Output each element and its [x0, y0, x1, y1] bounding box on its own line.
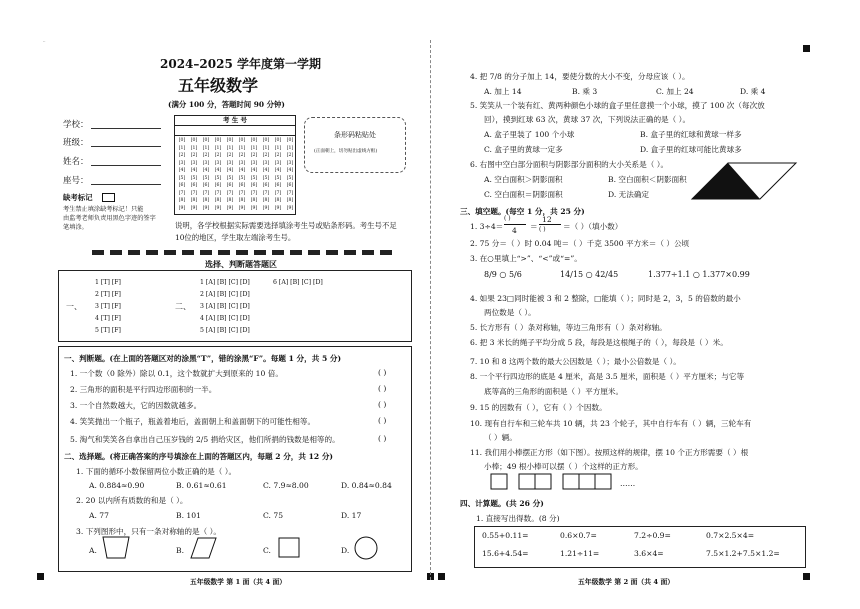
digit-bubble[interactable]: [8] [250, 198, 258, 203]
q6-option-b: B. 空白面积＜阴影面积 [608, 175, 687, 184]
digit-bubble[interactable]: [6] [178, 183, 186, 188]
digit-bubble[interactable]: [7] [250, 190, 258, 196]
calc-subtitle: 1. 直接写出得数。(8 分) [476, 514, 560, 523]
q1-option-b: B. 0.61≈0.61 [176, 481, 227, 490]
q5-option-a: A. 盒子里装了 100 个小球 [484, 130, 575, 139]
page-mark: .. [43, 38, 46, 43]
digit-bubble[interactable]: [5] [286, 175, 294, 181]
footer-right: 五年级数学 第 2 面（共 4 面） [578, 578, 675, 586]
school-label: 学校： [63, 120, 89, 130]
year-title: 2024–2025 学年度第一学期 [160, 57, 321, 71]
q1-option-d: D. 0.84≈0.84 [341, 481, 392, 490]
digit-bubble[interactable]: [6] [238, 183, 246, 188]
digit-bubble[interactable]: [0] [262, 138, 270, 143]
question-5-line-1: 5. 笑笑从一个装有红、黄两种颜色小球的盒子里任意摸一个小球，摸了 100 次（每次放 [470, 101, 765, 110]
absent-note-2: 由监考老师负责用黑色字迹的签字 [63, 215, 156, 222]
fill-1-paren-top[interactable]: ( ) [504, 215, 511, 222]
calc-cell: 0.6×0.7= [560, 531, 597, 540]
calc-section-title: 四、计算题。(共 26 分) [460, 499, 544, 508]
digit-bubble[interactable]: [8] [286, 198, 294, 203]
digit-bubble[interactable]: [4] [226, 168, 234, 173]
instruction-line-2: 10位的地区，学生取左端涂考生号。 [175, 233, 296, 242]
digit-bubble[interactable]: [6] [262, 183, 270, 188]
digit-bubble[interactable]: [5] [274, 175, 282, 181]
choice-answer-row[interactable]: 1 [A] [B] [C] [D] [200, 279, 250, 286]
digit-bubble[interactable]: [7] [226, 190, 234, 196]
digit-bubble[interactable]: [4] [214, 168, 222, 173]
fill-8-line-2: 底等高的三角形的面积是（ ）平方厘米。 [484, 387, 624, 396]
answer-area-title: 选择、判断题答题区 [202, 259, 280, 270]
digit-bubble[interactable]: [7] [262, 190, 270, 196]
fill-1-tail: ＝（ ）（填小数） [563, 222, 623, 231]
digit-bubble[interactable]: [9] [286, 205, 294, 211]
digit-bubble[interactable]: [4] [262, 168, 270, 173]
digit-bubble[interactable]: [2] [250, 153, 258, 158]
calc-cell: 1.21÷11= [560, 549, 600, 558]
name-label: 姓名： [63, 157, 89, 167]
digit-bubble[interactable]: [9] [202, 205, 210, 211]
digit-bubble[interactable]: [1] [238, 145, 246, 151]
digit-bubble[interactable]: [5] [214, 175, 222, 181]
answer-paren[interactable]: ( ) [378, 368, 387, 377]
digit-bubble[interactable]: [6] [202, 183, 210, 188]
fill-1-numerator: 12 [542, 215, 552, 224]
digit-bubble[interactable]: [3] [274, 160, 282, 166]
digit-bubble[interactable]: [4] [274, 168, 282, 173]
continuation-dots: …… [620, 479, 636, 488]
digit-bubble[interactable]: [6] [214, 183, 222, 188]
digit-bubble[interactable]: [8] [226, 198, 234, 203]
q6-option-d: D. 无法确定 [608, 190, 650, 199]
digit-bubble[interactable]: [5] [190, 175, 198, 181]
choice-answer-row[interactable]: 5 [A] [B] [C] [D] [200, 327, 250, 334]
judge-item: 2. 三角形的面积是平行四边形面积的一半。 [70, 385, 217, 394]
digit-bubble[interactable]: [2] [202, 153, 210, 158]
judge-item: 5. 淘气和笑笑各自拿出自己压岁钱的 2/5 捐给灾区，他们所捐的钱数是相等的。 [70, 435, 340, 444]
judge-section-title: 一、判断题。(在上面的答题区对的涂黑“T”，错的涂黑“F”。每题 1 分，共 5 分) [64, 354, 342, 363]
question-5-line-2: 回），摸到红球 63 次，黄球 37 次，下列说法正确的是（ ）。 [484, 115, 691, 124]
digit-bubble[interactable]: [0] [226, 138, 234, 143]
digit-bubble[interactable]: [5] [250, 175, 258, 181]
subject-title: 五年级数学 [178, 76, 259, 95]
fill-1-equals: ＝ [530, 222, 538, 231]
seat-label: 座号： [63, 176, 89, 186]
digit-bubble[interactable]: [5] [238, 175, 246, 181]
fill-5: 5. 长方形有（ ）条对称轴，等边三角形有（ ）条对称轴。 [470, 323, 667, 332]
calc-cell: 3.6×4= [634, 549, 664, 558]
digit-bubble[interactable]: [2] [286, 153, 294, 158]
digit-bubble[interactable]: [0] [190, 138, 198, 143]
digit-bubble[interactable]: [4] [202, 168, 210, 173]
q1-option-a: A. 0.884≈0.90 [89, 481, 145, 490]
q2-option-c: C. 75 [263, 511, 284, 520]
choice-answer-row[interactable]: 3 [A] [B] [C] [D] [200, 303, 250, 310]
digit-bubble[interactable]: [0] [202, 138, 210, 143]
digit-bubble[interactable]: [5] [178, 175, 186, 181]
calc-cell: 0.7×2.5×4= [706, 531, 755, 540]
digit-bubble[interactable]: [3] [262, 160, 270, 166]
digit-bubble[interactable]: [8] [202, 198, 210, 203]
digit-bubble[interactable]: [2] [178, 153, 186, 158]
digit-bubble[interactable]: [4] [238, 168, 246, 173]
calc-cell: 15.6+4.54= [482, 549, 529, 558]
choice-section-title: 二、选择题。(将正确答案的序号填涂在上面的答题区内，每题 2 分，共 12 分) [64, 452, 334, 461]
exam-note: (满分 100 分，答题时间 90 分钟) [168, 100, 285, 109]
digit-bubble[interactable]: [6] [286, 183, 294, 188]
calc-cell: 7.2÷0.9= [634, 531, 671, 540]
question-4: 4. 把 7/8 的分子加上 14，要使分数的大小不变，分母应该（ ）。 [470, 72, 690, 81]
digit-bubble[interactable]: [9] [178, 205, 186, 211]
digit-bubble[interactable]: [1] [202, 145, 210, 151]
digit-bubble[interactable]: [3] [178, 160, 186, 166]
digit-bubble[interactable]: [7] [178, 190, 186, 196]
digit-bubble[interactable]: [9] [190, 205, 198, 211]
digit-bubble[interactable]: [8] [178, 198, 186, 203]
digit-bubble[interactable]: [1] [226, 145, 234, 151]
fraction-bar [504, 224, 526, 225]
digit-bubble[interactable]: [2] [190, 153, 198, 158]
absent-note-3: 笔填涂。 [63, 224, 88, 231]
question-6: 6. 右图中空白部分面积与阴影部分面积的大小关系是（ ）。 [470, 160, 669, 169]
digit-bubble[interactable]: [5] [226, 175, 234, 181]
compare-2: 14/15 ○ 42/45 [560, 270, 619, 279]
compare-3: 1.377÷1.1 ○ 1.377×0.99 [648, 270, 750, 279]
digit-bubble[interactable]: [2] [238, 153, 246, 158]
judge-item: 3. 一个自然数越大，它的因数就越多。 [70, 401, 202, 410]
fill-1-denominator: 4 [512, 226, 517, 235]
choice-answer-row[interactable]: 6 [A] [B] [C] [D] [273, 279, 323, 286]
digit-bubble[interactable]: [0] [286, 138, 294, 143]
digit-bubble[interactable]: [3] [190, 160, 198, 166]
compare-1: 8/9 ○ 5/6 [484, 270, 522, 279]
digit-bubble[interactable]: [0] [178, 138, 186, 143]
digit-bubble[interactable]: [4] [250, 168, 258, 173]
digit-bubble[interactable]: [6] [190, 183, 198, 188]
digit-bubble[interactable]: [3] [238, 160, 246, 166]
digit-bubble[interactable]: [4] [286, 168, 294, 173]
matchstick-squares [491, 474, 611, 489]
digit-bubble[interactable]: [7] [190, 190, 198, 196]
choice-answer-row[interactable]: 2 [A] [B] [C] [D] [200, 291, 250, 298]
digit-bubble[interactable]: [8] [238, 198, 246, 203]
q1-option-c: C. 7.9≈8.00 [263, 481, 309, 490]
answer-paren[interactable]: ( ) [378, 434, 387, 443]
fill-7: 7. 10 和 8 这两个数的最大公因数是（ ）；最小公倍数是（ ）。 [470, 357, 681, 366]
digit-bubble[interactable]: [1] [262, 145, 270, 151]
digit-bubble[interactable]: [8] [190, 198, 198, 203]
fill-2: 2. 75 分＝（ ）时 0.04 吨＝（ ）千克 3500 平方米＝（ ）公顷 [470, 239, 690, 248]
digit-bubble[interactable]: [7] [214, 190, 222, 196]
calc-cell: 7.5×1.2+7.5×1.2= [706, 549, 780, 558]
calc-cell: 0.55+0.11= [482, 531, 529, 540]
fill-6: 6. 把 3 米长的绳子平均分成 5 段，每段是这根绳子的（ ），每段是（ ）米。 [470, 338, 728, 347]
digit-bubble[interactable]: [9] [238, 205, 246, 211]
q2-option-a: A. 77 [89, 511, 109, 520]
digit-bubble[interactable]: [9] [226, 205, 234, 211]
digit-bubble[interactable]: [6] [226, 183, 234, 188]
digit-bubble[interactable]: [3] [226, 160, 234, 166]
judge-group-label: 一、 [66, 302, 82, 311]
absent-title: 缺考标记 [63, 193, 93, 202]
digit-bubble[interactable]: [0] [214, 138, 222, 143]
digit-bubble[interactable]: [1] [178, 145, 186, 151]
digit-bubble[interactable]: [4] [178, 168, 186, 173]
judge-answer-row[interactable]: 4 [T] [F] [95, 315, 121, 322]
judge-answer-row[interactable]: 1 [T] [F] [95, 279, 121, 286]
fill-11-line-1: 11. 我们用小棒摆正方形（如下图）。按照这样的规律，摆 10 个正方形需要（ ）根 [470, 448, 749, 457]
digit-bubble[interactable]: [0] [250, 138, 258, 143]
answer-paren[interactable]: ( ) [378, 416, 387, 425]
answer-paren[interactable]: ( ) [378, 384, 387, 393]
fill-10-line-1: 10. 现有自行车和三轮车共 10 辆，共 23 个轮子，其中自行车有（ ）辆，三轮车有 [470, 419, 752, 428]
q4-option-c: C. 加上 24 [656, 87, 694, 96]
choice-question-3: 3. 下列图形中，只有一条对称轴的是（ ）。 [76, 527, 221, 536]
digit-bubble[interactable]: [0] [274, 138, 282, 143]
digit-bubble[interactable]: [2] [214, 153, 222, 158]
instruction-line-1: 说明，各学校根据实际需要选择填涂考生号或贴条形码。考生号不足 [175, 221, 397, 230]
class-label: 班级： [63, 138, 89, 148]
fill-9: 9. 15 的因数有（ ），它有（ ）个因数。 [470, 403, 607, 412]
digit-bubble[interactable]: [9] [274, 205, 282, 211]
digit-bubble[interactable]: [9] [262, 205, 270, 211]
digit-bubble[interactable]: [5] [262, 175, 270, 181]
digit-bubble[interactable]: [1] [286, 145, 294, 151]
fill-3: 3. 在○里填上“>”、“<”或“=”。 [470, 254, 582, 263]
digit-bubble[interactable]: [7] [274, 190, 282, 196]
digit-bubble[interactable]: [1] [274, 145, 282, 151]
barcode-title: 条形码粘贴处 [334, 131, 376, 139]
q4-option-a: A. 加上 14 [484, 87, 522, 96]
barcode-note: (正面朝上，切勿贴出虚线方框) [314, 149, 378, 154]
choice-question-1: 1. 下面的循环小数保留两位小数正确的是（ ）。 [76, 467, 237, 476]
q5-option-d: D. 盒子里的红球可能比黄球多 [640, 145, 742, 154]
digit-bubble[interactable]: [8] [214, 198, 222, 203]
q2-option-b: B. 101 [176, 511, 201, 520]
fill-8-line-1: 8. 一个平行四边形的底是 4 厘米，高是 3.5 厘米，面积是（ ）平方厘米；与它等 [470, 372, 745, 381]
footer-left: 五年级数学 第 1 面（共 4 面） [190, 578, 287, 586]
choice-question-2: 2. 20 以内所有质数的和是（ ）。 [76, 496, 188, 505]
fill-section-title: 三、填空题。(每空 1 分，共 25 分) [460, 207, 585, 216]
q3-option-d: D. [341, 546, 350, 555]
q3-option-b: B. [176, 546, 184, 555]
digit-bubble[interactable]: [2] [226, 153, 234, 158]
digit-bubble[interactable]: [2] [274, 153, 282, 158]
fill-1-paren-bottom[interactable]: ( ) [539, 226, 546, 233]
digit-bubble[interactable]: [5] [202, 175, 210, 181]
judge-answer-row[interactable]: 5 [T] [F] [95, 327, 121, 334]
digit-bubble[interactable]: [3] [202, 160, 210, 166]
fill-11-line-2: 小棒；49 根小棒可以摆（ ）个这样的正方形。 [484, 462, 643, 471]
q2-option-d: D. 17 [341, 511, 362, 520]
judge-answer-row[interactable]: 3 [T] [F] [95, 303, 121, 310]
digit-bubble[interactable]: [1] [250, 145, 258, 151]
q4-option-d: D. 乘 4 [740, 87, 766, 96]
fill-4-line-2: 两位数是（ ）。 [484, 308, 536, 317]
digit-bubble[interactable]: [8] [262, 198, 270, 203]
digit-bubble[interactable]: [7] [238, 190, 246, 196]
q6-option-c: C. 空白面积＝阴影面积 [484, 190, 563, 199]
exam-number-label: 考 生 号 [175, 116, 295, 126]
digit-bubble[interactable]: [1] [214, 145, 222, 151]
judge-answer-row[interactable]: 2 [T] [F] [95, 291, 121, 298]
digit-bubble[interactable]: [3] [286, 160, 294, 166]
q5-option-b: B. 盒子里的红球和黄球一样多 [640, 130, 742, 139]
digit-bubble[interactable]: [0] [238, 138, 246, 143]
fraction-bar [539, 224, 561, 225]
digit-bubble[interactable]: [7] [202, 190, 210, 196]
q5-option-c: C. 盒子里的黄球一定多 [484, 145, 563, 154]
fill-4-line-1: 4. 如果 23□同时能被 3 和 2 整除，□能填（ ）；同时是 2，3，5 的倍数的最小 [470, 294, 741, 303]
digit-bubble[interactable]: [2] [262, 153, 270, 158]
judge-item: 4. 笑笑抛出一个瓶子，瓶盖着地后，盖面朝上和盖面朝下的可能性相等。 [70, 417, 316, 426]
digit-bubble[interactable]: [3] [214, 160, 222, 166]
digit-bubble[interactable]: [6] [250, 183, 258, 188]
digit-bubble[interactable]: [7] [286, 190, 294, 196]
q3-option-c: C. [263, 546, 271, 555]
digit-bubble[interactable]: [1] [190, 145, 198, 151]
q4-option-b: B. 乘 3 [572, 87, 598, 96]
digit-bubble[interactable]: [4] [190, 168, 198, 173]
digit-bubble[interactable]: [3] [250, 160, 258, 166]
digit-bubble[interactable]: [9] [214, 205, 222, 211]
choice-answer-row[interactable]: 4 [A] [B] [C] [D] [200, 315, 250, 322]
fill-1-lead: 1. 3÷4＝ [470, 222, 504, 231]
absent-note-1: 考生禁止填涂缺考标记！只能 [63, 206, 144, 213]
q6-option-a: A. 空白面积＞阴影面积 [484, 175, 563, 184]
judge-item: 1. 一个数（0 除外）除以 0.1，这个数就扩大到原来的 10 倍。 [70, 369, 283, 378]
q3-option-a: A. [89, 546, 97, 555]
choice-group-label: 二、 [175, 302, 191, 311]
digit-bubble[interactable]: [6] [274, 183, 282, 188]
fill-10-line-2: （ ）辆。 [484, 433, 517, 442]
digit-bubble[interactable]: [9] [250, 205, 258, 211]
answer-paren[interactable]: ( ) [378, 400, 387, 409]
digit-bubble[interactable]: [8] [274, 198, 282, 203]
